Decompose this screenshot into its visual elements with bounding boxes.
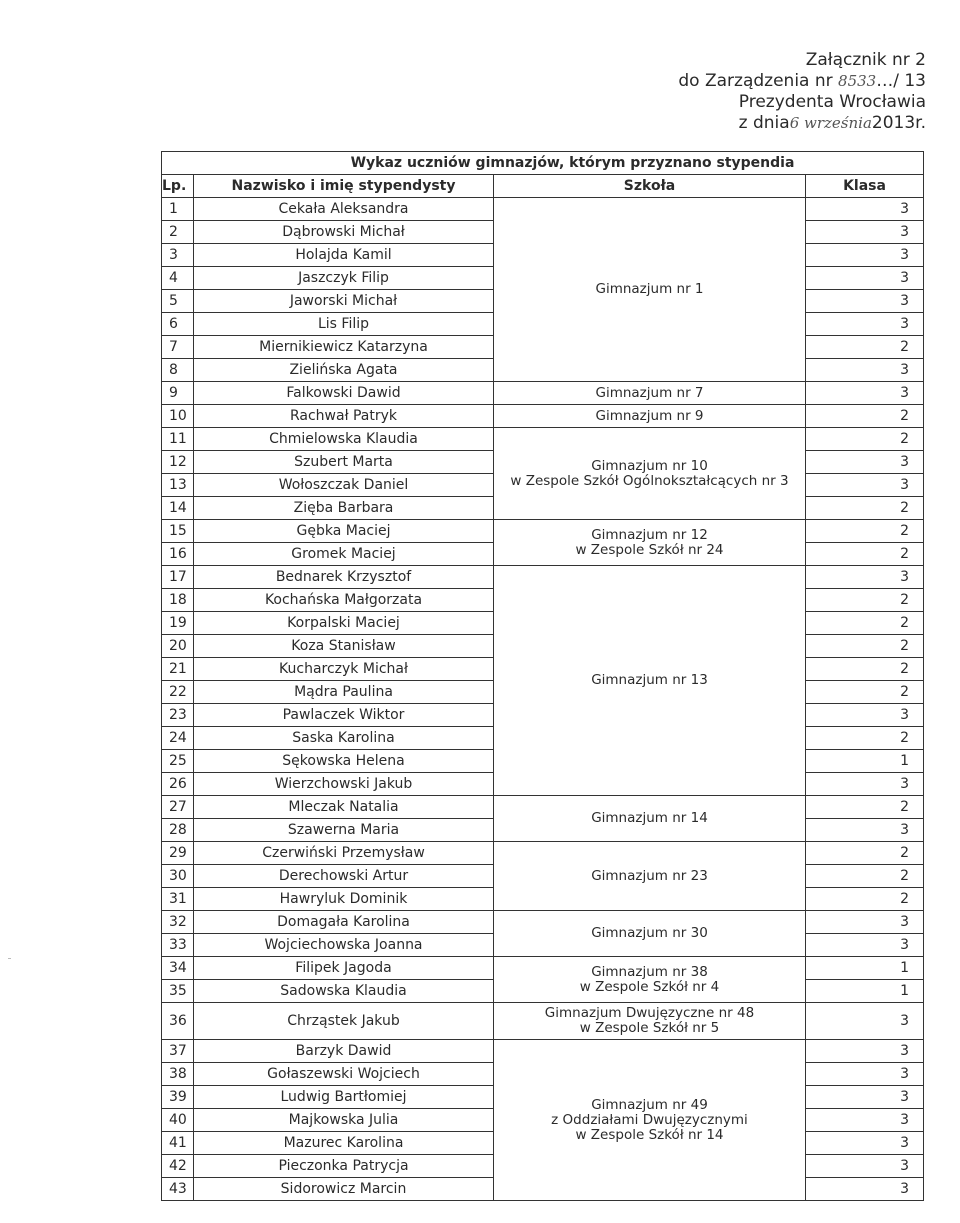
scan-artifact [8,958,11,959]
student-name: Szawerna Maria [194,819,494,842]
student-name: Miernikiewicz Katarzyna [194,336,494,359]
header-class: Klasa [806,175,924,198]
student-name: Gębka Maciej [194,520,494,543]
school-cell [494,566,806,796]
class-level: 3 [806,382,924,405]
row-number: 33 [162,934,194,957]
class-level: 2 [806,405,924,428]
row-number: 37 [162,1040,194,1063]
student-name: Chmielowska Klaudia [194,428,494,451]
school-name-line: Gimnazjum Dwujęzyczne nr 48 [544,1005,755,1021]
class-level: 2 [806,520,924,543]
school-cell [494,957,806,1003]
scholarship-table [161,151,924,1201]
class-level: 2 [806,635,924,658]
school-name-line: Gimnazjum nr 30 [591,925,708,941]
school-cell [494,911,806,957]
school-name-line: Gimnazjum nr 38 [591,963,708,980]
school-cell [494,796,806,842]
row-number: 7 [162,336,194,359]
row-number: 20 [162,635,194,658]
school-cell [494,382,806,405]
row-number: 14 [162,497,194,520]
class-level: 3 [806,773,924,796]
school-cell [494,842,806,911]
student-name: Szubert Marta [194,451,494,474]
row-number: 10 [162,405,194,428]
row-number: 15 [162,520,194,543]
school-name-line: w Zespole Szkół nr 5 [579,1020,720,1036]
row-number: 11 [162,428,194,451]
class-level: 2 [806,589,924,612]
row-number: 6 [162,313,194,336]
class-level: 3 [806,198,924,221]
ordinance-suffix: …/ 13 [876,71,926,91]
school-name-line: Gimnazjum nr 7 [595,384,704,401]
table-row [162,911,924,934]
school-cell [494,1040,806,1201]
student-name: Dąbrowski Michał [194,221,494,244]
class-level: 2 [806,727,924,750]
class-level: 3 [806,451,924,474]
class-level: 3 [806,1178,924,1201]
class-level: 1 [806,980,924,1003]
student-name: Jaszczyk Filip [194,267,494,290]
class-level: 3 [806,1003,924,1040]
student-name: Falkowski Dawid [194,382,494,405]
date-prefix: z dnia [738,113,790,133]
student-name: Kochańska Małgorzata [194,589,494,612]
student-name: Wołoszczak Daniel [194,474,494,497]
row-number: 39 [162,1086,194,1109]
student-name: Saska Karolina [194,727,494,750]
row-number: 27 [162,796,194,819]
header-school: Szkoła [494,175,806,198]
student-name: Filipek Jagoda [194,957,494,980]
row-number: 21 [162,658,194,681]
class-level: 2 [806,658,924,681]
row-number: 35 [162,980,194,1003]
student-name: Mleczak Natalia [194,796,494,819]
student-name: Barzyk Dawid [194,1040,494,1063]
row-number: 43 [162,1178,194,1201]
school-name-line: Gimnazjum nr 14 [591,810,708,826]
table-row [162,796,924,819]
class-level: 2 [806,428,924,451]
student-name: Pawlaczek Wiktor [194,704,494,727]
student-name: Bednarek Krzysztof [194,566,494,589]
student-name: Pieczonka Patrycja [194,1155,494,1178]
row-number: 19 [162,612,194,635]
student-name: Majkowska Julia [194,1109,494,1132]
student-name: Rachwał Patryk [194,405,494,428]
class-level: 3 [806,313,924,336]
row-number: 32 [162,911,194,934]
row-number: 23 [162,704,194,727]
class-level: 2 [806,612,924,635]
school-cell [494,428,806,520]
school-cell [494,405,806,428]
issuer: Prezydenta Wrocławia [738,92,926,112]
row-number: 8 [162,359,194,382]
class-level: 3 [806,359,924,382]
handwritten-ordinance-number: 8533 [838,72,877,90]
student-name: Holajda Kamil [194,244,494,267]
row-number: 2 [162,221,194,244]
row-number: 22 [162,681,194,704]
school-name-line: Gimnazjum nr 12 [591,526,708,543]
student-name: Chrząstek Jakub [194,1003,494,1040]
class-level: 2 [806,681,924,704]
student-name: Mądra Paulina [194,681,494,704]
row-number: 42 [162,1155,194,1178]
class-level: 2 [806,336,924,359]
row-number: 3 [162,244,194,267]
student-name: Hawryluk Dominik [194,888,494,911]
class-level: 3 [806,819,924,842]
table-title-row [162,152,924,175]
row-number: 30 [162,865,194,888]
header-lp: Lp. [162,175,194,198]
table-row [162,382,924,405]
student-name: Ludwig Bartłomiej [194,1086,494,1109]
class-level: 2 [806,842,924,865]
student-name: Gromek Maciej [194,543,494,566]
class-level: 2 [806,888,924,911]
student-name: Zięba Barbara [194,497,494,520]
student-name: Gołaszewski Wojciech [194,1063,494,1086]
handwritten-date: 6 września [789,114,872,132]
class-level: 1 [806,957,924,980]
class-level: 3 [806,1063,924,1086]
student-name: Kucharczyk Michał [194,658,494,681]
student-name: Sękowska Helena [194,750,494,773]
table-header-row [162,175,924,198]
student-name: Domagała Karolina [194,911,494,934]
school-name-line: w Zespole Szkół nr 4 [579,978,720,995]
class-level: 3 [806,1040,924,1063]
table-row [162,957,924,980]
row-number: 26 [162,773,194,796]
ordinance-prefix: do Zarządzenia nr [678,71,839,91]
student-name: Czerwiński Przemysław [194,842,494,865]
table-row [162,428,924,451]
class-level: 2 [806,796,924,819]
student-name: Derechowski Artur [194,865,494,888]
class-level: 2 [806,497,924,520]
school-cell [494,1003,806,1040]
row-number: 28 [162,819,194,842]
row-number: 1 [162,198,194,221]
attachment-number: Załącznik nr 2 [805,50,926,70]
school-name-line: z Oddziałami Dwujęzycznymi [551,1111,748,1128]
student-name: Mazurec Karolina [194,1132,494,1155]
row-number: 9 [162,382,194,405]
row-number: 18 [162,589,194,612]
row-number: 41 [162,1132,194,1155]
student-name: Zielińska Agata [194,359,494,382]
row-number: 31 [162,888,194,911]
school-name-line: w Zespole Szkół nr 24 [575,541,724,558]
student-name: Korpalski Maciej [194,612,494,635]
issue-date [626,113,926,134]
class-level: 3 [806,244,924,267]
row-number: 13 [162,474,194,497]
school-name-line: w Zespole Szkół Ogólnokształcących nr 3 [510,472,789,489]
school-cell [494,198,806,382]
school-name-line: Gimnazjum nr 1 [595,281,704,297]
header-name: Nazwisko i imię stypendysty [194,175,494,198]
class-level: 3 [806,1109,924,1132]
school-name-line: Gimnazjum nr 13 [591,672,708,688]
row-number: 16 [162,543,194,566]
row-number: 17 [162,566,194,589]
ordinance-number [626,71,926,92]
table-row [162,1040,924,1063]
school-name-line: Gimnazjum nr 10 [591,457,708,474]
class-level: 3 [806,221,924,244]
student-name: Wojciechowska Joanna [194,934,494,957]
table-row [162,520,924,543]
attachment-header [626,50,926,134]
class-level: 2 [806,543,924,566]
student-name: Jaworski Michał [194,290,494,313]
table-row [162,1003,924,1040]
table-row [162,842,924,865]
school-name-line: Gimnazjum nr 9 [595,407,704,424]
row-number: 38 [162,1063,194,1086]
school-name-line: Gimnazjum nr 23 [591,867,708,884]
row-number: 24 [162,727,194,750]
student-name: Cekała Aleksandra [194,198,494,221]
class-level: 3 [806,704,924,727]
class-level: 1 [806,750,924,773]
table-title: Wykaz uczniów gimnazjów, którym przyznano stypendia [162,152,924,175]
student-name: Sidorowicz Marcin [194,1178,494,1201]
class-level: 2 [806,865,924,888]
class-level: 3 [806,1132,924,1155]
table-row [162,405,924,428]
row-number: 34 [162,957,194,980]
row-number: 29 [162,842,194,865]
class-level: 3 [806,934,924,957]
table-row [162,198,924,221]
school-name-line: w Zespole Szkół nr 14 [575,1126,724,1143]
row-number: 36 [162,1003,194,1040]
class-level: 3 [806,1086,924,1109]
class-level: 3 [806,290,924,313]
student-name: Lis Filip [194,313,494,336]
class-level: 3 [806,911,924,934]
class-level: 3 [806,1155,924,1178]
row-number: 4 [162,267,194,290]
table-row [162,566,924,589]
date-suffix: 2013r. [871,113,926,133]
row-number: 40 [162,1109,194,1132]
school-name-line: Gimnazjum nr 49 [591,1096,708,1113]
student-name: Wierzchowski Jakub [194,773,494,796]
class-level: 3 [806,267,924,290]
class-level: 3 [806,474,924,497]
class-level: 3 [806,566,924,589]
student-name: Sadowska Klaudia [194,980,494,1003]
school-cell [494,520,806,566]
student-name: Koza Stanisław [194,635,494,658]
row-number: 25 [162,750,194,773]
row-number: 12 [162,451,194,474]
row-number: 5 [162,290,194,313]
